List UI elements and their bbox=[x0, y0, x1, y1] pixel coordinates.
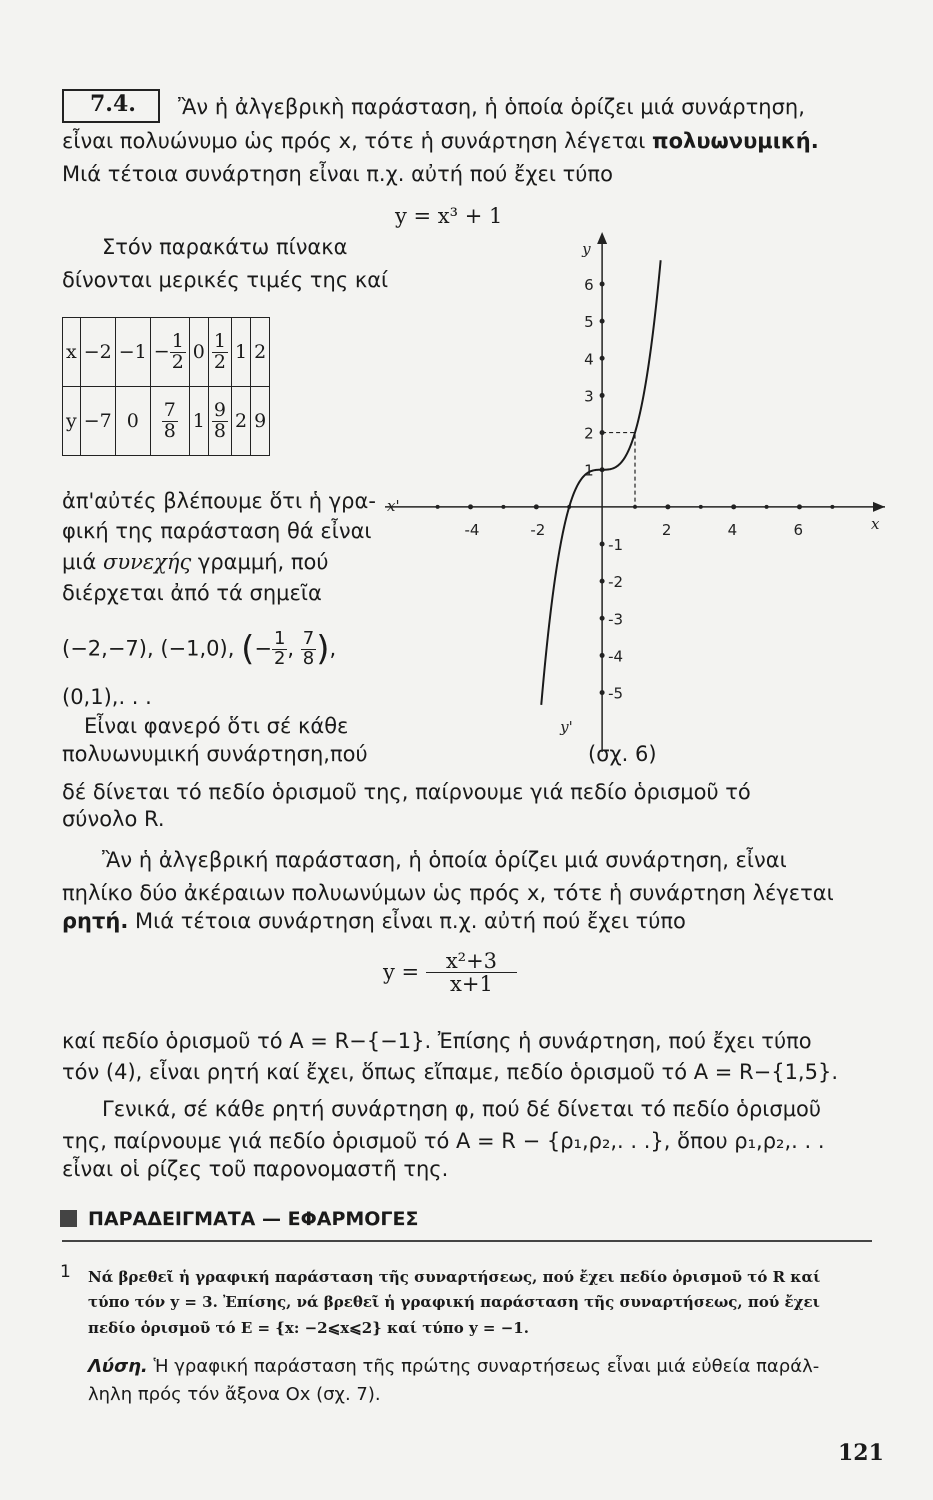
figure-caption: (σχ. 6) bbox=[588, 742, 657, 766]
body2-line-4: πηλίκο δύο ἀκέραιων πολυωνύμων ὡς πρός x, τότε ἡ συνάρτηση λέγεται bbox=[62, 881, 834, 905]
x-minor-tick bbox=[436, 505, 440, 509]
formula-rational: y = $\frac{\text{x²+3}}{x+1}$ bbox=[383, 950, 517, 995]
x-tick-mark bbox=[731, 504, 736, 509]
y-tick-label: -3 bbox=[608, 610, 624, 629]
formula-cubic: y = x³ + 1 bbox=[395, 204, 503, 228]
x-minor-tick bbox=[501, 505, 505, 509]
y-tick-label: 2 bbox=[584, 424, 594, 443]
y-tick-mark bbox=[600, 690, 605, 695]
x-tick-label: -4 bbox=[464, 520, 480, 539]
table-cell: 2 bbox=[251, 318, 270, 387]
table-row-x bbox=[63, 318, 270, 387]
y-tick-label: -4 bbox=[608, 647, 624, 666]
body2-line-6: καί πεδίο ὁρισμοῦ τό Α = R−{−1}. Ἐπίσης ἡ συνάρτηση, πού ἔχει τύπο bbox=[62, 1029, 812, 1053]
example-line-1: Νά βρεθεῖ ἡ γραφική παράσταση τῆς συναρτήσεως, πού ἔχει πεδίο ὁρισμοῦ τό R καί bbox=[88, 1268, 821, 1286]
table-cell: $\frac{7}{8}$ bbox=[150, 387, 189, 456]
y-tick-mark bbox=[600, 579, 605, 584]
y-axis-arrow-icon bbox=[597, 232, 607, 244]
table-cell: 2 bbox=[231, 387, 250, 456]
example-line-3: πεδίο ὁρισμοῦ τό Ε = {x: −2⩽x⩽2} καί τύπο y = −1. bbox=[88, 1319, 529, 1337]
example-number: 1 bbox=[60, 1262, 71, 1282]
curve-cubic bbox=[541, 260, 660, 705]
y-tick-label: 3 bbox=[584, 387, 594, 406]
x-tick-label: -2 bbox=[530, 520, 546, 539]
table-intro-2: δίνονται μερικές τιμές της καί bbox=[62, 268, 389, 292]
body2-line-2: σύνολο R. bbox=[62, 807, 165, 831]
y-tick-mark bbox=[600, 653, 605, 658]
body1-line-2: φική της παράσταση θά εἶναι bbox=[62, 519, 372, 543]
body1-line-3: μιά συνεχής γραμμή, πού bbox=[62, 550, 329, 574]
body1-line-8: πολυωνυμική συνάρτηση,πού bbox=[62, 742, 368, 766]
y-tick-mark bbox=[600, 356, 605, 361]
x-tick-label: 4 bbox=[727, 520, 738, 539]
table-cell: 1 bbox=[231, 318, 250, 387]
table-cell: −2 bbox=[80, 318, 115, 387]
solution-line-2: ληλη πρός τόν ἄξονα Ox (σχ. 7). bbox=[88, 1384, 381, 1405]
y-tick-label: -1 bbox=[608, 536, 624, 554]
table-cell: 9 bbox=[251, 387, 270, 456]
x-tick-mark bbox=[534, 504, 539, 509]
table-cell: $\frac{9}{8}$ bbox=[208, 387, 231, 456]
body2-line-1: δέ δίνεται τό πεδίο ὁρισμοῦ της, παίρνουμε γιά πεδίο ὁρισμοῦ τό bbox=[62, 780, 751, 804]
body2-line-10: εἶναι οἱ ρίζες τοῦ παρονομαστῆ της. bbox=[62, 1157, 449, 1181]
section-number: 7.4. bbox=[90, 91, 136, 117]
section-line-2: εἶναι πολυώνυμο ὡς πρός x, τότε ἡ συνάρτηση λέγεται πολυωνυμική. bbox=[62, 129, 819, 153]
table-cell: 0 bbox=[189, 318, 208, 387]
x-minor-tick bbox=[830, 505, 834, 509]
x-tick-label: 2 bbox=[661, 520, 672, 539]
section-bullet-square bbox=[60, 1210, 77, 1227]
y-tick-mark bbox=[600, 616, 605, 621]
table-cell: − $\frac{1}{2}$ bbox=[150, 318, 189, 387]
x-neg-axis-label: x' bbox=[387, 496, 400, 515]
body1-line-5: (−2,−7), (−1,0), (− $\frac{1}{2}$ , $\frac{7}{8}$ ), bbox=[62, 628, 337, 669]
body2-line-7: τόν (4), εἶναι ρητή καί ἔχει, ὅπως εἴπαμε, πεδίο ὁρισμοῦ τό Α = R−{1,5}. bbox=[62, 1060, 839, 1084]
y-tick-label: -2 bbox=[608, 573, 624, 592]
body1-line-1: ἀπ'αὐτές βλέπουμε ὅτι ἡ γρα- bbox=[62, 489, 376, 513]
body2-line-9: της, παίρνουμε γιά πεδίο ὁρισμοῦ τό Α = R − {ρ₁,ρ₂,. . .}, ὅπου ρ₁,ρ₂,. . . bbox=[62, 1129, 825, 1153]
y-tick-label: 4 bbox=[584, 350, 594, 369]
table-cell: 1 bbox=[189, 387, 208, 456]
x-tick-mark bbox=[665, 504, 670, 509]
table-row-y bbox=[63, 387, 270, 456]
term-rational: ρητή. bbox=[62, 909, 129, 933]
table-cell: 0 bbox=[115, 387, 150, 456]
x-axis-arrow-icon bbox=[873, 502, 885, 512]
y-neg-axis-label: y' bbox=[560, 718, 573, 736]
example-line-2: τύπο τόν y = 3. Ἐπίσης, νά βρεθεῖ ἡ γραφική παράσταση τῆς συναρτήσεως, πού ἔχει bbox=[88, 1293, 820, 1311]
cubic-graph bbox=[385, 232, 885, 752]
y-tick-label: 5 bbox=[584, 313, 594, 332]
y-tick-label: 6 bbox=[584, 276, 594, 294]
y-tick-mark bbox=[600, 282, 605, 287]
body2-line-8: Γενικά, σέ κάθε ρητή συνάρτηση φ, πού δέ δίνεται τό πεδίο ὁρισμοῦ bbox=[102, 1097, 822, 1121]
body2-line-5: ρητή. Μιά τέτοια συνάρτηση εἶναι π.χ. αὐτή πού ἔχει τύπο bbox=[62, 909, 686, 933]
y-axis-label: y bbox=[582, 240, 591, 258]
x-tick-mark bbox=[797, 504, 802, 509]
divider bbox=[62, 1240, 872, 1242]
y-tick-mark bbox=[600, 319, 605, 324]
examples-heading: ΠΑΡΑΔΕΙΓΜΑΤΑ — ΕΦΑΡΜΟΓΕΣ bbox=[88, 1208, 419, 1230]
body2-line-3: Ἂν ἡ ἀλγεβρική παράσταση, ἡ ὁποία ὁρίζει μιά συνάρτηση, εἶναι bbox=[102, 848, 787, 872]
x-minor-tick bbox=[765, 505, 769, 509]
section-line-3: Μιά τέτοια συνάρτηση εἶναι π.χ. αὐτή πού ἔχει τύπο bbox=[62, 162, 613, 186]
y-tick-label: -5 bbox=[608, 684, 624, 703]
table-y-label: y bbox=[63, 387, 81, 456]
y-tick-mark bbox=[600, 393, 605, 398]
section-line-1: Ἂν ἡ ἀλγεβρικὴ παράσταση, ἡ ὁποία ὁρίζει μιά συνάρτηση, bbox=[178, 95, 805, 119]
y-tick-mark bbox=[600, 542, 605, 547]
x-minor-tick bbox=[699, 505, 703, 509]
page-number: 121 bbox=[838, 1440, 884, 1466]
table-cell: −7 bbox=[80, 387, 115, 456]
table-cell: $\frac{1}{2}$ bbox=[208, 318, 231, 387]
term-polynomial: πολυωνυμική. bbox=[652, 129, 819, 153]
x-axis-label: x bbox=[871, 514, 880, 533]
y-tick-label: 1 bbox=[584, 461, 594, 480]
table-x-label: x bbox=[63, 318, 81, 387]
body1-line-7: Εἶναι φανερό ὅτι σέ κάθε bbox=[84, 714, 349, 738]
body1-line-6: (0,1),. . . bbox=[62, 685, 152, 709]
body1-line-4: διέρχεται ἀπό τά σημεῖα bbox=[62, 581, 322, 605]
value-table bbox=[62, 317, 270, 456]
table-cell: −1 bbox=[115, 318, 150, 387]
solution-line-1: Λύση. Ἡ γραφική παράσταση τῆς πρώτης συναρτήσεως εἶναι μιά εὐθεία παράλ- bbox=[88, 1356, 820, 1377]
x-tick-label: 6 bbox=[793, 520, 804, 539]
table-intro-1: Στόν παρακάτω πίνακα bbox=[102, 235, 348, 259]
x-tick-mark bbox=[468, 504, 473, 509]
